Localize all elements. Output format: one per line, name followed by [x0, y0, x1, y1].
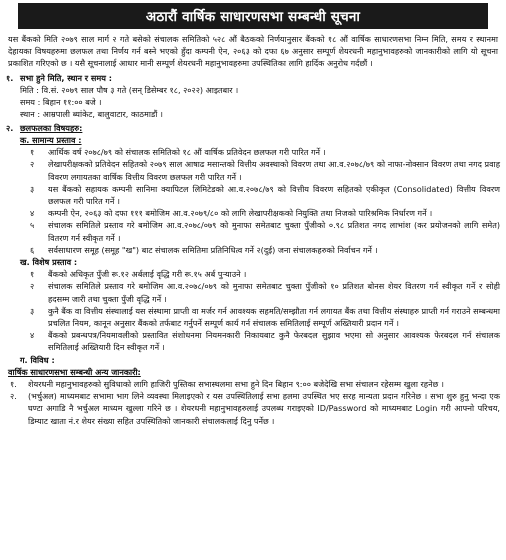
item-number: २ — [30, 281, 35, 292]
list-item — [20, 207, 500, 219]
list-item — [6, 390, 500, 427]
item-text: (भर्चुअल) माध्यमबाट सभामा भाग लिने व्यवस्था मिलाइएको र यस उपस्थितिलाई सभा हलमा उपस्थित भए सरह मान्यता प्रदान गरिनेछ । सभा शुरु हुनु भन्दा एक घण्टा अगाडि नै भर्चुअल माध्यम खुल्ला गरिने छ । शेयरधनी महानुभावहरुलाई उपलब्ध गराइएको ID/Password को माध्यमबाट Login गरी आफ्नो परिचय, डिम्याट खाता नं.र शेयर संख्या सहित उपस्थितिको जानकारी संचालकलाई दिनु पर्नेछ । — [28, 391, 500, 426]
meeting-time: समय : बिहान ११:०० बजे । — [20, 96, 102, 107]
item-text: शेयरधनी महानुभावहरुको सुविधाको लागि हाजिरी पुस्तिका सभास्थलमा सभा हुने दिन बिहान ९:०० बजेदेखि सभा संचालन रहेसम्म खुला रहनेछ । — [28, 379, 444, 390]
agm-info-heading: वार्षिक साधारणसभा सम्बन्धी अन्य जानकारी: — [8, 366, 141, 377]
section-agenda — [6, 122, 500, 366]
meeting-date: मिति : वि.सं. २०७९ साल पौष ३ गते (सन् डिसेम्बर १८, २०२२) आइतबार । — [20, 84, 239, 95]
item-number: ३ — [30, 183, 35, 194]
list-item — [20, 183, 500, 207]
item-text: लेखापरीक्षकको प्रतिवेदन सहितको २०७९ साल आषाढ मसान्तको वित्तीय अवस्थाको विवरण तथा आ.व.२०७८/७९ को नाफा-नोक्सान विवरण तथा नगद प्रवाह विवरण लगायतका वार्षिक वित्तीय विवरण छलफल गरी पारित गर्ने । — [48, 159, 500, 182]
item-number: ५ — [30, 220, 35, 231]
list-item — [20, 305, 500, 329]
list-item — [6, 378, 500, 390]
notice-body — [6, 33, 500, 427]
item-number: ३ — [30, 305, 35, 316]
list-item — [20, 268, 500, 280]
item-number: २. — [10, 391, 17, 402]
item-text: बैंकको अधिकृत पुँजी रू.१२ अर्बलाई वृद्धि गरी रू.१५ अर्ब पुऱ्याउने । — [48, 269, 247, 280]
item-number: १ — [30, 147, 35, 158]
list-item — [20, 329, 500, 353]
general-proposal-heading: क. सामान्य प्रस्ताव : — [20, 135, 82, 146]
misc-heading: ग. विविध : — [20, 354, 55, 365]
item-number: ४ — [30, 208, 35, 219]
item-number: ६ — [30, 244, 35, 255]
item-text: बैंकको प्रबन्धपत्र/नियमावलीको प्रस्तावित संशोधनमा नियमनकारी निकायबाट कुनै फेरबदल सुझाव भएमा सो अनुसार आवश्यक फेरबदल गर्न संचालक समितिलाई अख्तियारी दिन स्वीकृत गर्ने । — [48, 330, 500, 353]
section-heading: छलफलका विषयहरु: — [20, 122, 83, 133]
meeting-details — [20, 84, 500, 120]
meeting-venue: स्थान : आम्रपाली ब्यांकेट, बालुवाटार, काठमाडौं । — [20, 108, 163, 119]
list-item — [20, 244, 500, 256]
list-item — [20, 280, 500, 304]
list-item — [20, 158, 500, 182]
section-number: २. — [6, 122, 14, 133]
item-number: १ — [30, 269, 35, 280]
item-text: कम्पनी ऐन, २०६३ को दफा १११ बमोजिम आ.व.२०७९/८० को लागि लेखापरीक्षकको नियुक्ति तथा निजको पारिश्रमिक निर्धारण गर्ने । — [48, 208, 433, 219]
special-proposal-list — [20, 268, 500, 353]
item-text: कुनै बैंक वा वित्तीय संस्थालाई यस संस्थामा प्राप्ती वा मर्जर गर्न आवश्यक सहमति/सम्झौता गर्न लगायत बैंक तथा वित्तीय संस्थाहरु प्राप्ती गर्न गराउने सम्बन्धमा प्रचलित नियम, कानून अनुसार बैंकको तर्फबाट गर्नुपर्ने सम्पूर्ण कार्य गर्न संचालक समितिलाई सम्पूर्ण अख्तियारी प्रदान गर्ने । — [48, 305, 500, 329]
item-number: ४ — [30, 330, 35, 341]
general-proposal-list — [20, 146, 500, 256]
item-text: आर्थिक वर्ष २०७८/७९ को संचालक समितिको १८ औं वार्षिक प्रतिवेदन छलफल गरी पारित गर्ने । — [48, 147, 326, 158]
item-text: सर्वसाधारण समूह (समूह "ख") बाट संचालक समितिमा प्रतिनिधित्व गर्ने २(दुई) जना संचालकहरुको निर्वाचन गर्ने । — [48, 244, 378, 255]
notice-title: अठारौं वार्षिक साधारणसभा सम्बन्धी सूचना — [18, 3, 488, 29]
agm-info-list — [6, 378, 500, 427]
section-number: १. — [6, 72, 14, 83]
item-text: यस बैंकको सहायक कम्पनी सानिमा क्यापिटल लिमिटेडको आ.व.२०७८/७९ को वित्तीय विवरण सहितको एकीकृत (Consolidated) वित्तीय विवरण छलफल गरी पारित गर्ने । — [48, 183, 500, 207]
item-text: संचालक समितिले प्रस्ताव गरे बमोजिम आ.व.२०७८/०७९ को मुनाफा समेतबाट चुक्ता पुँजीको १० प्रतिशत बोनस शेयर वितरण गर्न स्वीकृत गर्ने र सोही हदसम्म जारी तथा चुक्ता पुँजी वृद्धि गर्ने । — [48, 281, 500, 304]
item-number: १. — [10, 379, 17, 390]
special-proposal-heading: ख. विशेष प्रस्ताव : — [20, 257, 78, 268]
item-number: २ — [30, 159, 35, 170]
intro-paragraph: यस बैंकको मिति २०७९ साल मार्ग २ गते बसेको संचालक समितिको ५२८ औं बैठकको निर्णयानुसार बैंकको १८ औं वार्षिक साधारणसभा निम्न मिति, समय र स्थानमा देहायका विषयहरुमा छलफल तथा निर्णय गर्न बस्ने भएको हुँदा कम्पनी ऐन, २०६३ को दफा ६७ अनुसार सम्पूर्ण शेयरधनी महानुभावहरुको जानकारीको लागि यो सूचना प्रकाशित गरिएको छ । यसै सूचनालाई आधार मानी सम्पूर्ण शेयरधनी महानुभावहरुमा उपस्थितिका लागि हार्दिक अनुरोध गर्दछौं । — [8, 34, 499, 69]
list-item — [20, 146, 500, 158]
item-text: संचालक समितिले प्रस्ताव गरे बमोजिम आ.व.२०७८/०७९ को मुनाफा समेतबाट चुक्ता पुँजीको ०.९८ प्रतिशत नगद लाभांश (कर प्रयोजनको लागि समेत) वितरण गर्न स्वीकृत गर्ने । — [48, 220, 500, 243]
section-heading: सभा हुने मिति, स्थान र समय : — [20, 72, 112, 83]
section-date-venue — [6, 72, 500, 120]
list-item — [20, 219, 500, 243]
